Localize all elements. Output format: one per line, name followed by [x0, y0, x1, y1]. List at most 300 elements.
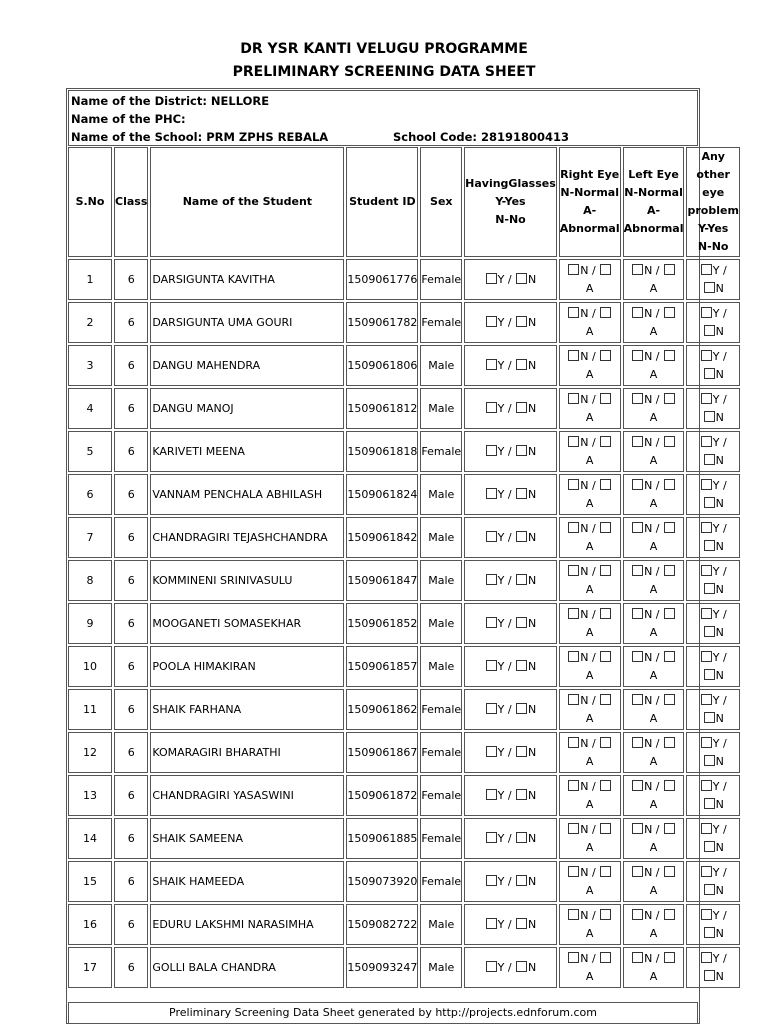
table-row: [68, 560, 740, 601]
right-eye-normal-label: N /: [580, 607, 600, 621]
col-header-sno: S.No: [68, 147, 112, 257]
glasses-yes-checkbox[interactable]: [486, 402, 497, 413]
other-header-l4: problem: [687, 204, 739, 217]
other-problem-no-checkbox[interactable]: [704, 712, 715, 723]
cell-left-eye: [623, 388, 685, 429]
left-eye-normal-checkbox[interactable]: [632, 737, 643, 748]
cell-having-glasses: [464, 302, 557, 343]
glasses-no-checkbox[interactable]: [516, 875, 527, 886]
other-problem-yes-checkbox[interactable]: [701, 522, 712, 533]
cell-other-problem: [686, 431, 739, 472]
other-problem-yes-checkbox[interactable]: [701, 952, 712, 963]
glasses-yes-label: Y /: [497, 573, 516, 587]
cell-sno: 2: [68, 302, 112, 343]
glasses-no-checkbox[interactable]: [516, 488, 527, 499]
cell-having-glasses: [464, 603, 557, 644]
glasses-yes-checkbox[interactable]: [486, 273, 497, 284]
right-eye-abnormal-checkbox[interactable]: [600, 608, 611, 619]
col-header-class: Class: [114, 147, 148, 257]
other-problem-yes-checkbox[interactable]: [701, 565, 712, 576]
right-eye-abnormal-checkbox[interactable]: [600, 393, 611, 404]
cell-sno: 9: [68, 603, 112, 644]
right-eye-abnormal-checkbox[interactable]: [600, 952, 611, 963]
left-eye-abnormal-checkbox[interactable]: [664, 909, 675, 920]
other-problem-no-checkbox[interactable]: [704, 970, 715, 981]
cell-having-glasses: [464, 947, 557, 988]
cell-other-problem: [686, 646, 739, 687]
table-header-row: [68, 147, 740, 257]
cell-student-name: KOMMINENI SRINIVASULU: [150, 560, 344, 601]
left-eye-normal-checkbox[interactable]: [632, 393, 643, 404]
other-problem-no-checkbox[interactable]: [704, 454, 715, 465]
glasses-no-checkbox[interactable]: [516, 402, 527, 413]
cell-sno: 15: [68, 861, 112, 902]
right-eye-abnormal-label: A: [585, 582, 594, 596]
cell-student-id: 1509061885: [346, 818, 418, 859]
right-eye-normal-label: N /: [580, 521, 600, 535]
right-eye-abnormal-checkbox[interactable]: [600, 350, 611, 361]
other-problem-no-label: N: [715, 281, 724, 295]
other-problem-yes-checkbox[interactable]: [701, 436, 712, 447]
right-header-l1: Right Eye: [560, 168, 620, 181]
other-problem-yes-checkbox[interactable]: [701, 307, 712, 318]
right-eye-abnormal-checkbox[interactable]: [600, 694, 611, 705]
cell-class: 6: [114, 818, 148, 859]
other-problem-no-checkbox[interactable]: [704, 669, 715, 680]
right-eye-normal-checkbox[interactable]: [568, 393, 579, 404]
left-eye-normal-label: N /: [644, 908, 664, 922]
cell-class: 6: [114, 947, 148, 988]
right-eye-abnormal-checkbox[interactable]: [600, 866, 611, 877]
cell-class: 6: [114, 732, 148, 773]
left-eye-abnormal-checkbox[interactable]: [664, 952, 675, 963]
left-eye-abnormal-checkbox[interactable]: [664, 479, 675, 490]
other-problem-no-checkbox[interactable]: [704, 798, 715, 809]
cell-student-name: GOLLI BALA CHANDRA: [150, 947, 344, 988]
glasses-no-checkbox[interactable]: [516, 445, 527, 456]
cell-left-eye: [623, 861, 685, 902]
other-problem-yes-checkbox[interactable]: [701, 909, 712, 920]
glasses-yes-checkbox[interactable]: [486, 359, 497, 370]
right-eye-normal-checkbox[interactable]: [568, 780, 579, 791]
glasses-no-checkbox[interactable]: [516, 359, 527, 370]
other-problem-yes-label: Y /: [712, 564, 727, 578]
glasses-no-label: N: [528, 487, 537, 501]
cell-other-problem: [686, 775, 739, 816]
glasses-yes-checkbox[interactable]: [486, 789, 497, 800]
cell-student-name: CHANDRAGIRI YASASWINI: [150, 775, 344, 816]
cell-student-id: 1509061824: [346, 474, 418, 515]
glasses-no-label: N: [528, 315, 537, 329]
glasses-yes-label: Y /: [497, 272, 516, 286]
cell-left-eye: [623, 302, 685, 343]
cell-having-glasses: [464, 517, 557, 558]
right-eye-normal-label: N /: [580, 564, 600, 578]
cell-class: 6: [114, 474, 148, 515]
left-eye-abnormal-label: A: [649, 754, 658, 768]
left-eye-abnormal-checkbox[interactable]: [664, 866, 675, 877]
cell-student-id: 1509061812: [346, 388, 418, 429]
glasses-no-checkbox[interactable]: [516, 531, 527, 542]
col-header-sex: Sex: [420, 147, 462, 257]
right-eye-normal-checkbox[interactable]: [568, 522, 579, 533]
right-eye-normal-checkbox[interactable]: [568, 909, 579, 920]
right-eye-normal-checkbox[interactable]: [568, 952, 579, 963]
cell-sno: 10: [68, 646, 112, 687]
col-header-having-glasses: [464, 147, 557, 257]
glasses-yes-checkbox[interactable]: [486, 531, 497, 542]
other-problem-no-checkbox[interactable]: [704, 411, 715, 422]
left-eye-abnormal-label: A: [649, 496, 658, 510]
cell-sex: Male: [420, 560, 462, 601]
glasses-no-label: N: [528, 745, 537, 759]
glasses-yes-label: Y /: [497, 401, 516, 415]
other-problem-yes-checkbox[interactable]: [701, 823, 712, 834]
other-problem-no-checkbox[interactable]: [704, 282, 715, 293]
right-eye-abnormal-label: A: [585, 453, 594, 467]
glasses-no-checkbox[interactable]: [516, 660, 527, 671]
cell-right-eye: [559, 517, 621, 558]
glasses-yes-checkbox[interactable]: [486, 875, 497, 886]
glasses-yes-label: Y /: [497, 702, 516, 716]
left-eye-normal-checkbox[interactable]: [632, 694, 643, 705]
other-problem-no-label: N: [715, 711, 724, 725]
left-eye-abnormal-checkbox[interactable]: [664, 737, 675, 748]
right-eye-abnormal-checkbox[interactable]: [600, 823, 611, 834]
left-eye-normal-checkbox[interactable]: [632, 909, 643, 920]
left-eye-abnormal-checkbox[interactable]: [664, 565, 675, 576]
right-eye-abnormal-checkbox[interactable]: [600, 737, 611, 748]
glasses-yes-checkbox[interactable]: [486, 445, 497, 456]
glasses-no-label: N: [528, 917, 537, 931]
cell-sno: 4: [68, 388, 112, 429]
other-problem-yes-label: Y /: [712, 951, 727, 965]
right-eye-abnormal-checkbox[interactable]: [600, 651, 611, 662]
glasses-header-l1: HavingGlasses: [465, 177, 556, 190]
right-eye-normal-checkbox[interactable]: [568, 307, 579, 318]
cell-student-name: DANGU MANOJ: [150, 388, 344, 429]
left-eye-normal-checkbox[interactable]: [632, 608, 643, 619]
right-eye-normal-checkbox[interactable]: [568, 264, 579, 275]
glasses-yes-checkbox[interactable]: [486, 574, 497, 585]
right-eye-abnormal-checkbox[interactable]: [600, 264, 611, 275]
left-eye-abnormal-label: A: [649, 668, 658, 682]
left-eye-normal-checkbox[interactable]: [632, 866, 643, 877]
glasses-no-checkbox[interactable]: [516, 832, 527, 843]
cell-class: 6: [114, 345, 148, 386]
cell-right-eye: [559, 474, 621, 515]
right-eye-normal-label: N /: [580, 392, 600, 406]
glasses-no-checkbox[interactable]: [516, 703, 527, 714]
left-eye-abnormal-label: A: [649, 410, 658, 424]
glasses-yes-checkbox[interactable]: [486, 316, 497, 327]
right-eye-normal-checkbox[interactable]: [568, 737, 579, 748]
glasses-yes-checkbox[interactable]: [486, 961, 497, 972]
glasses-yes-checkbox[interactable]: [486, 703, 497, 714]
other-problem-no-label: N: [715, 496, 724, 510]
glasses-no-label: N: [528, 444, 537, 458]
cell-sno: 5: [68, 431, 112, 472]
right-eye-normal-label: N /: [580, 650, 600, 664]
glasses-no-label: N: [528, 401, 537, 415]
district-name: Name of the District: NELLORE: [71, 94, 270, 108]
left-eye-normal-checkbox[interactable]: [632, 522, 643, 533]
left-eye-abnormal-checkbox[interactable]: [664, 780, 675, 791]
other-problem-yes-label: Y /: [712, 650, 727, 664]
cell-student-name: VANNAM PENCHALA ABHILASH: [150, 474, 344, 515]
other-problem-no-label: N: [715, 668, 724, 682]
right-eye-normal-checkbox[interactable]: [568, 823, 579, 834]
cell-right-eye: [559, 646, 621, 687]
right-eye-normal-checkbox[interactable]: [568, 436, 579, 447]
other-problem-no-checkbox[interactable]: [704, 368, 715, 379]
other-problem-yes-checkbox[interactable]: [701, 780, 712, 791]
cell-other-problem: [686, 302, 739, 343]
cell-left-eye: [623, 560, 685, 601]
other-problem-yes-checkbox[interactable]: [701, 264, 712, 275]
left-eye-abnormal-checkbox[interactable]: [664, 823, 675, 834]
right-eye-abnormal-label: A: [585, 539, 594, 553]
cell-other-problem: [686, 732, 739, 773]
other-problem-no-label: N: [715, 410, 724, 424]
other-problem-no-checkbox[interactable]: [704, 755, 715, 766]
cell-other-problem: [686, 689, 739, 730]
right-eye-normal-label: N /: [580, 865, 600, 879]
cell-sno: 7: [68, 517, 112, 558]
right-eye-abnormal-label: A: [585, 797, 594, 811]
other-problem-yes-checkbox[interactable]: [701, 737, 712, 748]
cell-having-glasses: [464, 775, 557, 816]
left-eye-abnormal-label: A: [649, 840, 658, 854]
glasses-no-checkbox[interactable]: [516, 273, 527, 284]
table-row: [68, 689, 740, 730]
left-eye-normal-checkbox[interactable]: [632, 651, 643, 662]
cell-other-problem: [686, 560, 739, 601]
glasses-no-label: N: [528, 702, 537, 716]
left-eye-normal-checkbox[interactable]: [632, 264, 643, 275]
cell-left-eye: [623, 431, 685, 472]
other-problem-no-checkbox[interactable]: [704, 583, 715, 594]
cell-other-problem: [686, 904, 739, 945]
other-problem-no-checkbox[interactable]: [704, 325, 715, 336]
table-row: [68, 947, 740, 988]
glasses-no-label: N: [528, 831, 537, 845]
left-eye-abnormal-label: A: [649, 367, 658, 381]
left-eye-normal-label: N /: [644, 521, 664, 535]
left-eye-abnormal-label: A: [649, 969, 658, 983]
other-problem-yes-checkbox[interactable]: [701, 393, 712, 404]
left-eye-normal-checkbox[interactable]: [632, 952, 643, 963]
glasses-yes-checkbox[interactable]: [486, 660, 497, 671]
cell-student-id: 1509082722: [346, 904, 418, 945]
left-eye-normal-checkbox[interactable]: [632, 436, 643, 447]
left-eye-normal-label: N /: [644, 650, 664, 664]
right-eye-normal-label: N /: [580, 822, 600, 836]
cell-left-eye: [623, 345, 685, 386]
other-problem-no-checkbox[interactable]: [704, 626, 715, 637]
glasses-no-checkbox[interactable]: [516, 617, 527, 628]
left-eye-abnormal-checkbox[interactable]: [664, 694, 675, 705]
left-eye-normal-label: N /: [644, 951, 664, 965]
other-problem-no-label: N: [715, 453, 724, 467]
right-eye-normal-checkbox[interactable]: [568, 565, 579, 576]
glasses-no-checkbox[interactable]: [516, 574, 527, 585]
cell-student-name: DARSIGUNTA UMA GOURI: [150, 302, 344, 343]
right-eye-normal-checkbox[interactable]: [568, 866, 579, 877]
table-row: [68, 646, 740, 687]
other-problem-yes-checkbox[interactable]: [701, 694, 712, 705]
left-eye-abnormal-label: A: [649, 883, 658, 897]
other-problem-no-label: N: [715, 367, 724, 381]
cell-student-name: POOLA HIMAKIRAN: [150, 646, 344, 687]
other-problem-yes-checkbox[interactable]: [701, 651, 712, 662]
glasses-yes-label: Y /: [497, 831, 516, 845]
glasses-yes-label: Y /: [497, 358, 516, 372]
cell-sex: Female: [420, 259, 462, 300]
other-problem-yes-checkbox[interactable]: [701, 866, 712, 877]
cell-left-eye: [623, 947, 685, 988]
glasses-no-checkbox[interactable]: [516, 961, 527, 972]
left-eye-normal-checkbox[interactable]: [632, 565, 643, 576]
right-eye-normal-checkbox[interactable]: [568, 350, 579, 361]
cell-student-id: 1509093247: [346, 947, 418, 988]
left-eye-normal-label: N /: [644, 564, 664, 578]
glasses-yes-checkbox[interactable]: [486, 488, 497, 499]
right-eye-abnormal-checkbox[interactable]: [600, 479, 611, 490]
cell-class: 6: [114, 904, 148, 945]
left-eye-normal-checkbox[interactable]: [632, 350, 643, 361]
left-eye-abnormal-checkbox[interactable]: [664, 393, 675, 404]
right-eye-abnormal-label: A: [585, 668, 594, 682]
left-eye-normal-checkbox[interactable]: [632, 307, 643, 318]
cell-class: 6: [114, 388, 148, 429]
cell-student-id: 1509061847: [346, 560, 418, 601]
right-eye-abnormal-label: A: [585, 883, 594, 897]
cell-class: 6: [114, 302, 148, 343]
cell-sex: Male: [420, 388, 462, 429]
right-eye-abnormal-checkbox[interactable]: [600, 307, 611, 318]
other-problem-yes-checkbox[interactable]: [701, 608, 712, 619]
cell-student-name: DARSIGUNTA KAVITHA: [150, 259, 344, 300]
right-eye-normal-checkbox[interactable]: [568, 608, 579, 619]
glasses-no-checkbox[interactable]: [516, 316, 527, 327]
table-row: [68, 861, 740, 902]
left-eye-abnormal-checkbox[interactable]: [664, 264, 675, 275]
cell-sno: 1: [68, 259, 112, 300]
left-eye-abnormal-checkbox[interactable]: [664, 651, 675, 662]
other-problem-no-checkbox[interactable]: [704, 497, 715, 508]
left-header-l3: A-: [647, 204, 661, 217]
cell-class: 6: [114, 603, 148, 644]
glasses-yes-checkbox[interactable]: [486, 832, 497, 843]
glasses-yes-checkbox[interactable]: [486, 617, 497, 628]
cell-sno: 16: [68, 904, 112, 945]
sheet-title-line2: PRELIMINARY SCREENING DATA SHEET: [232, 64, 536, 80]
glasses-header-l3: N-No: [495, 213, 526, 226]
other-problem-yes-label: Y /: [712, 822, 727, 836]
other-problem-yes-label: Y /: [712, 306, 727, 320]
other-problem-yes-checkbox[interactable]: [701, 479, 712, 490]
right-eye-normal-checkbox[interactable]: [568, 694, 579, 705]
right-eye-abnormal-label: A: [585, 926, 594, 940]
glasses-yes-checkbox[interactable]: [486, 918, 497, 929]
right-eye-abnormal-label: A: [585, 840, 594, 854]
left-eye-normal-checkbox[interactable]: [632, 823, 643, 834]
other-problem-no-label: N: [715, 582, 724, 596]
right-eye-normal-checkbox[interactable]: [568, 479, 579, 490]
left-eye-abnormal-label: A: [649, 711, 658, 725]
glasses-yes-checkbox[interactable]: [486, 746, 497, 757]
other-problem-no-checkbox[interactable]: [704, 927, 715, 938]
right-eye-abnormal-label: A: [585, 367, 594, 381]
cell-student-name: SHAIK SAMEENA: [150, 818, 344, 859]
left-eye-abnormal-checkbox[interactable]: [664, 350, 675, 361]
col-header-other-problem: [686, 147, 739, 257]
left-eye-abnormal-checkbox[interactable]: [664, 307, 675, 318]
other-problem-no-checkbox[interactable]: [704, 540, 715, 551]
other-problem-no-checkbox[interactable]: [704, 884, 715, 895]
other-problem-yes-label: Y /: [712, 693, 727, 707]
right-eye-abnormal-checkbox[interactable]: [600, 780, 611, 791]
left-eye-normal-checkbox[interactable]: [632, 780, 643, 791]
right-eye-abnormal-checkbox[interactable]: [600, 909, 611, 920]
left-header-l4: Abnormal: [623, 222, 684, 235]
other-problem-yes-label: Y /: [712, 908, 727, 922]
right-eye-abnormal-checkbox[interactable]: [600, 522, 611, 533]
cell-class: 6: [114, 560, 148, 601]
cell-class: 6: [114, 517, 148, 558]
left-eye-normal-checkbox[interactable]: [632, 479, 643, 490]
right-eye-normal-label: N /: [580, 349, 600, 363]
col-header-left-eye: [623, 147, 685, 257]
right-eye-normal-label: N /: [580, 263, 600, 277]
other-problem-no-label: N: [715, 926, 724, 940]
cell-other-problem: [686, 603, 739, 644]
cell-student-id: 1509061862: [346, 689, 418, 730]
cell-having-glasses: [464, 861, 557, 902]
glasses-no-checkbox[interactable]: [516, 918, 527, 929]
cell-sex: Female: [420, 302, 462, 343]
right-eye-abnormal-checkbox[interactable]: [600, 436, 611, 447]
cell-having-glasses: [464, 646, 557, 687]
cell-student-name: KOMARAGIRI BHARATHI: [150, 732, 344, 773]
glasses-yes-label: Y /: [497, 444, 516, 458]
left-eye-normal-label: N /: [644, 693, 664, 707]
glasses-no-checkbox[interactable]: [516, 789, 527, 800]
left-eye-abnormal-checkbox[interactable]: [664, 608, 675, 619]
other-problem-no-label: N: [715, 797, 724, 811]
cell-sno: 17: [68, 947, 112, 988]
other-problem-yes-checkbox[interactable]: [701, 350, 712, 361]
right-eye-abnormal-checkbox[interactable]: [600, 565, 611, 576]
glasses-no-checkbox[interactable]: [516, 746, 527, 757]
left-eye-abnormal-label: A: [649, 926, 658, 940]
other-header-l3: eye: [702, 186, 725, 199]
right-eye-normal-label: N /: [580, 693, 600, 707]
other-problem-no-checkbox[interactable]: [704, 841, 715, 852]
cell-sex: Female: [420, 818, 462, 859]
cell-right-eye: [559, 947, 621, 988]
right-eye-normal-checkbox[interactable]: [568, 651, 579, 662]
cell-left-eye: [623, 646, 685, 687]
glasses-yes-label: Y /: [497, 487, 516, 501]
cell-sno: 11: [68, 689, 112, 730]
cell-sex: Female: [420, 861, 462, 902]
cell-student-id: 1509073920: [346, 861, 418, 902]
left-eye-abnormal-checkbox[interactable]: [664, 436, 675, 447]
cell-having-glasses: [464, 689, 557, 730]
left-eye-abnormal-checkbox[interactable]: [664, 522, 675, 533]
